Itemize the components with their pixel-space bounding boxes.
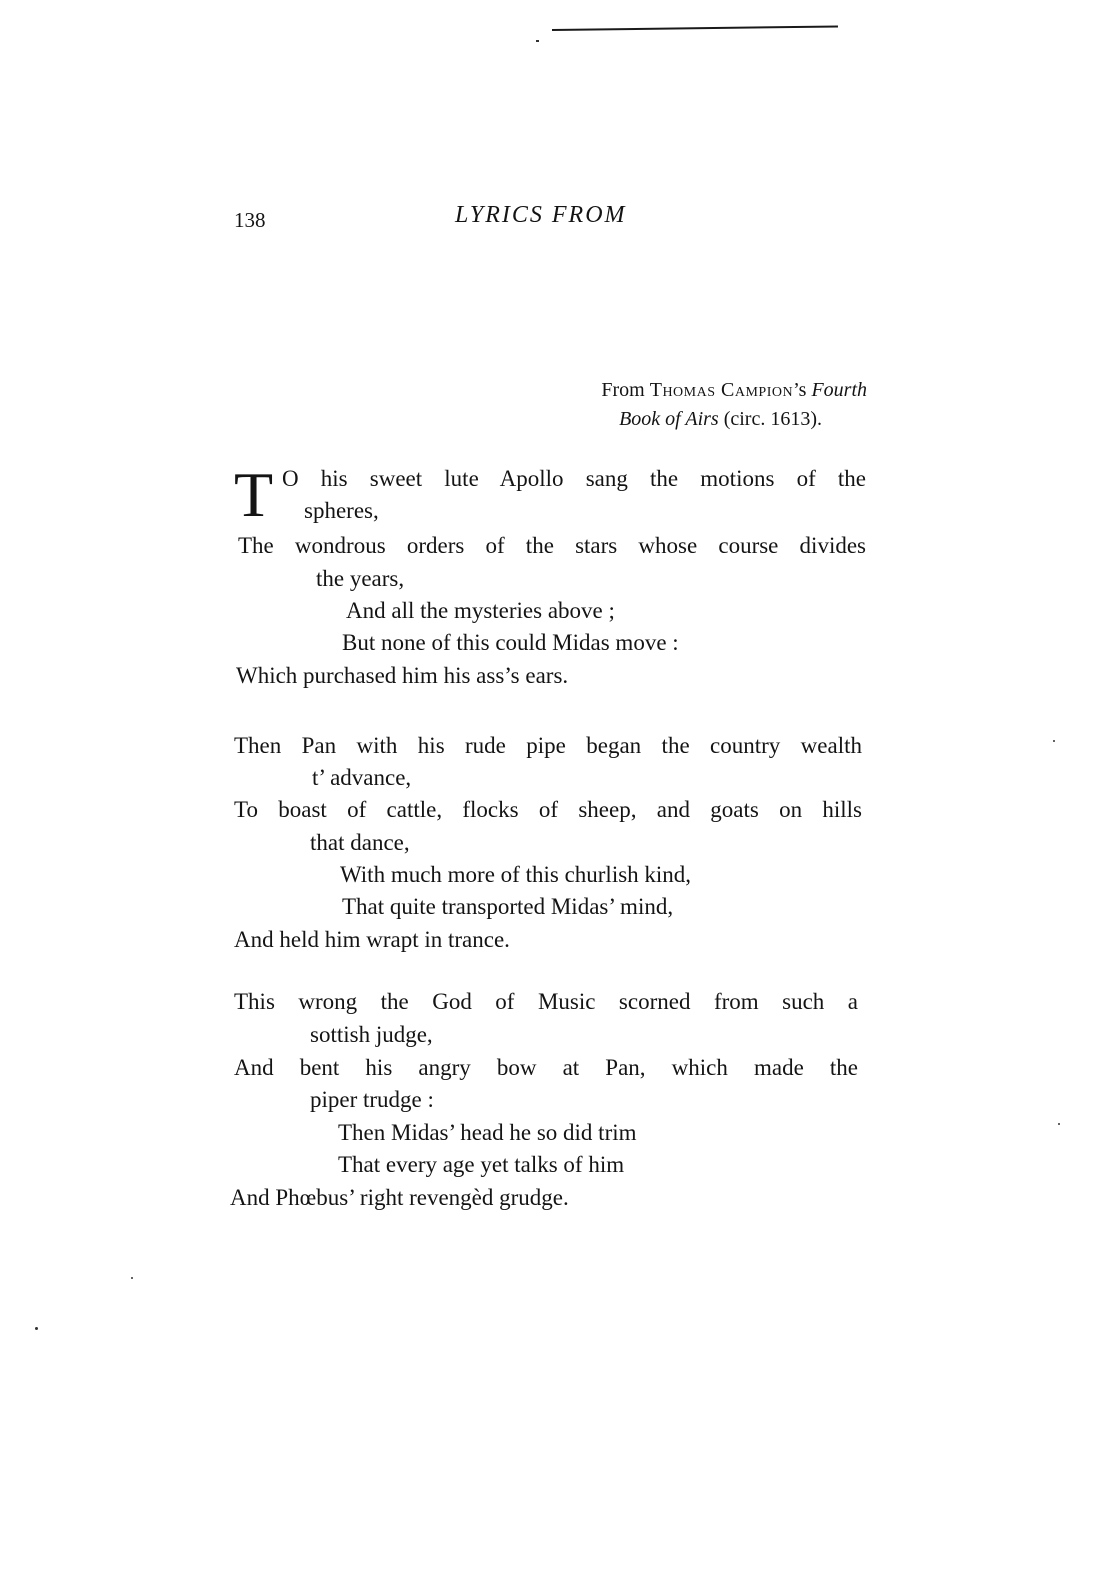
- attribution-title-part2: Book of Airs: [619, 408, 719, 430]
- poem-line: With much more of this churlish kind,: [340, 862, 692, 887]
- attribution-date: (circ. 1613).: [718, 408, 822, 430]
- poem-line: To boast of cattle, flocks of sheep, and goats on hills: [234, 797, 862, 822]
- attribution-author: Thomas Campion: [649, 379, 794, 401]
- top-rule-line: [552, 26, 838, 31]
- poem-line: t’ advance,: [312, 765, 412, 790]
- poem-line: This wrong the God of Music scorned from such a: [234, 989, 858, 1014]
- poem-line: Then Pan with his rude pipe began the country wealth: [234, 733, 862, 758]
- scan-speck: [35, 1327, 38, 1330]
- poem-line: sottish judge,: [310, 1022, 433, 1047]
- scan-speck: [1053, 740, 1055, 742]
- drop-cap: T: [234, 459, 274, 530]
- attribution-prefix: From: [601, 379, 650, 401]
- attribution-possessive: ’s: [793, 379, 812, 401]
- poem-line: the years,: [316, 566, 405, 591]
- poem-line: piper trudge :: [310, 1087, 434, 1112]
- poem-line: O his sweet lute Apollo sang the motions of the: [282, 466, 866, 491]
- poem-line: The wondrous orders of the stars whose course divides: [238, 533, 866, 558]
- poem-line: And held him wrapt in trance.: [234, 927, 510, 952]
- page-number: 138: [234, 208, 266, 232]
- poem-line: that dance,: [310, 830, 410, 855]
- attribution-line-2: [601, 405, 822, 434]
- attribution-title-part1: Fourth: [811, 379, 867, 401]
- poem-line: But none of this could Midas move :: [342, 630, 679, 655]
- poem-line: spheres,: [304, 498, 379, 523]
- poem-line: That quite transported Midas’ mind,: [342, 894, 674, 919]
- poem-line: That every age yet talks of him: [338, 1152, 625, 1177]
- poem-line: Then Midas’ head he so did trim: [338, 1120, 637, 1145]
- poem-line: And Phœbus’ right revengèd grudge.: [230, 1185, 569, 1210]
- poem-line: Which purchased him his ass’s ears.: [236, 663, 569, 688]
- running-head: LYRICS FROM: [455, 202, 627, 228]
- poem-line: And all the mysteries above ;: [346, 598, 615, 623]
- attribution: [601, 376, 867, 434]
- scan-speck: [1058, 1123, 1060, 1125]
- rule-speck: [536, 40, 539, 42]
- poem-line: And bent his angry bow at Pan, which made the: [234, 1055, 858, 1080]
- scan-speck: [131, 1277, 133, 1279]
